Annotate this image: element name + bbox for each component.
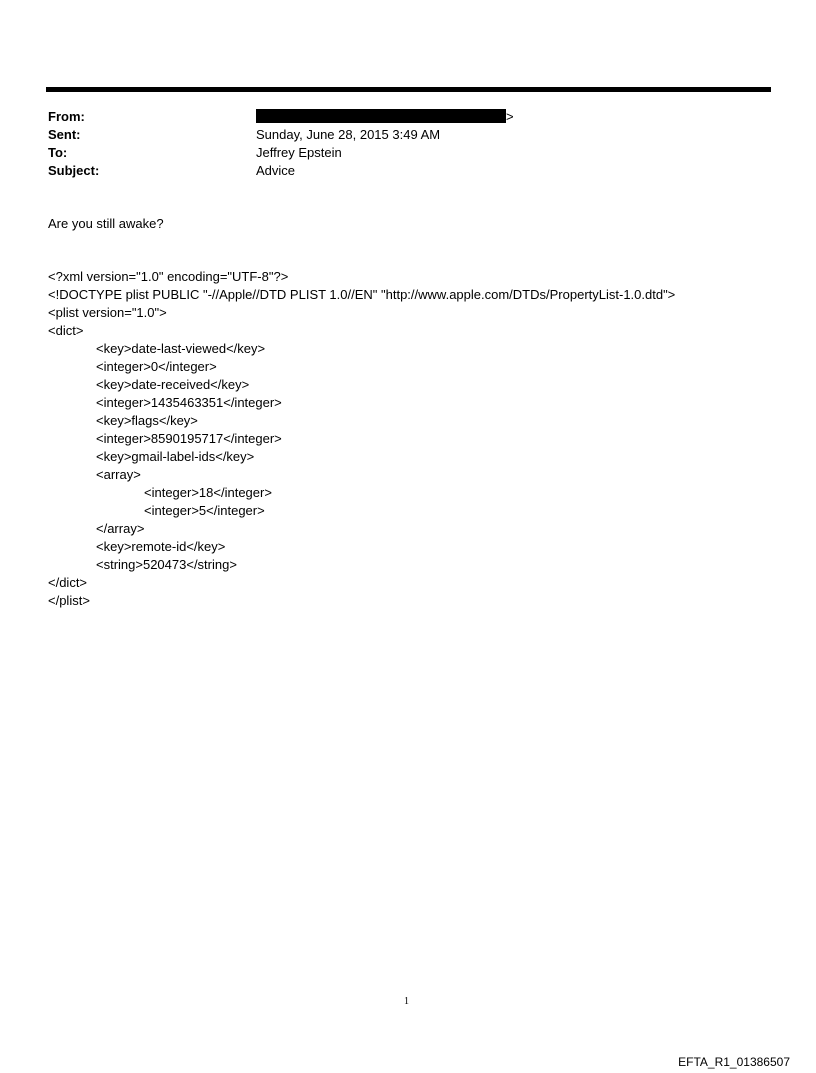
plist-line: </plist>	[48, 593, 90, 608]
from-value	[256, 108, 514, 126]
to-value: Jeffrey Epstein	[256, 145, 342, 160]
document-id: EFTA_R1_01386507	[678, 1055, 790, 1069]
plist-line: <integer>0</integer>	[96, 359, 217, 374]
from-value-suffix: >	[506, 109, 514, 124]
page-number: 1	[404, 996, 409, 1007]
plist-line: <array>	[96, 467, 141, 482]
plist-line: <?xml version="1.0" encoding="UTF-8"?>	[48, 269, 289, 284]
sent-label: Sent:	[48, 127, 81, 142]
plist-line: <key>date-last-viewed</key>	[96, 341, 266, 356]
from-label: From:	[48, 109, 85, 124]
plist-line: <integer>18</integer>	[144, 485, 272, 500]
subject-label: Subject:	[48, 163, 100, 178]
plist-line: <key>date-received</key>	[96, 377, 250, 392]
plist-line: <key>gmail-label-ids</key>	[96, 449, 255, 464]
to-label: To:	[48, 145, 68, 160]
subject-value: Advice	[256, 163, 296, 178]
plist-line: <!DOCTYPE plist PUBLIC "-//Apple//DTD PLIST 1.0//EN" "http://www.apple.com/DTDs/PropertyList-1.0.dtd">	[48, 287, 676, 302]
header-rule	[46, 87, 771, 92]
redaction-block	[256, 109, 506, 123]
plist-line: </array>	[96, 521, 145, 536]
plist-line: <string>520473</string>	[96, 557, 237, 572]
sent-value: Sunday, June 28, 2015 3:49 AM	[256, 127, 441, 142]
plist-line: </dict>	[48, 575, 88, 590]
plist-line: <plist version="1.0">	[48, 305, 167, 320]
plist-line: <integer>8590195717</integer>	[96, 431, 282, 446]
plist-line: <key>flags</key>	[96, 413, 198, 428]
plist-line: <key>remote-id</key>	[96, 539, 226, 554]
plist-line: <integer>1435463351</integer>	[96, 395, 282, 410]
plist-line: <dict>	[48, 323, 84, 338]
plist-line: <integer>5</integer>	[144, 503, 265, 518]
plist-block	[48, 268, 675, 610]
message-text: Are you still awake?	[48, 216, 164, 231]
